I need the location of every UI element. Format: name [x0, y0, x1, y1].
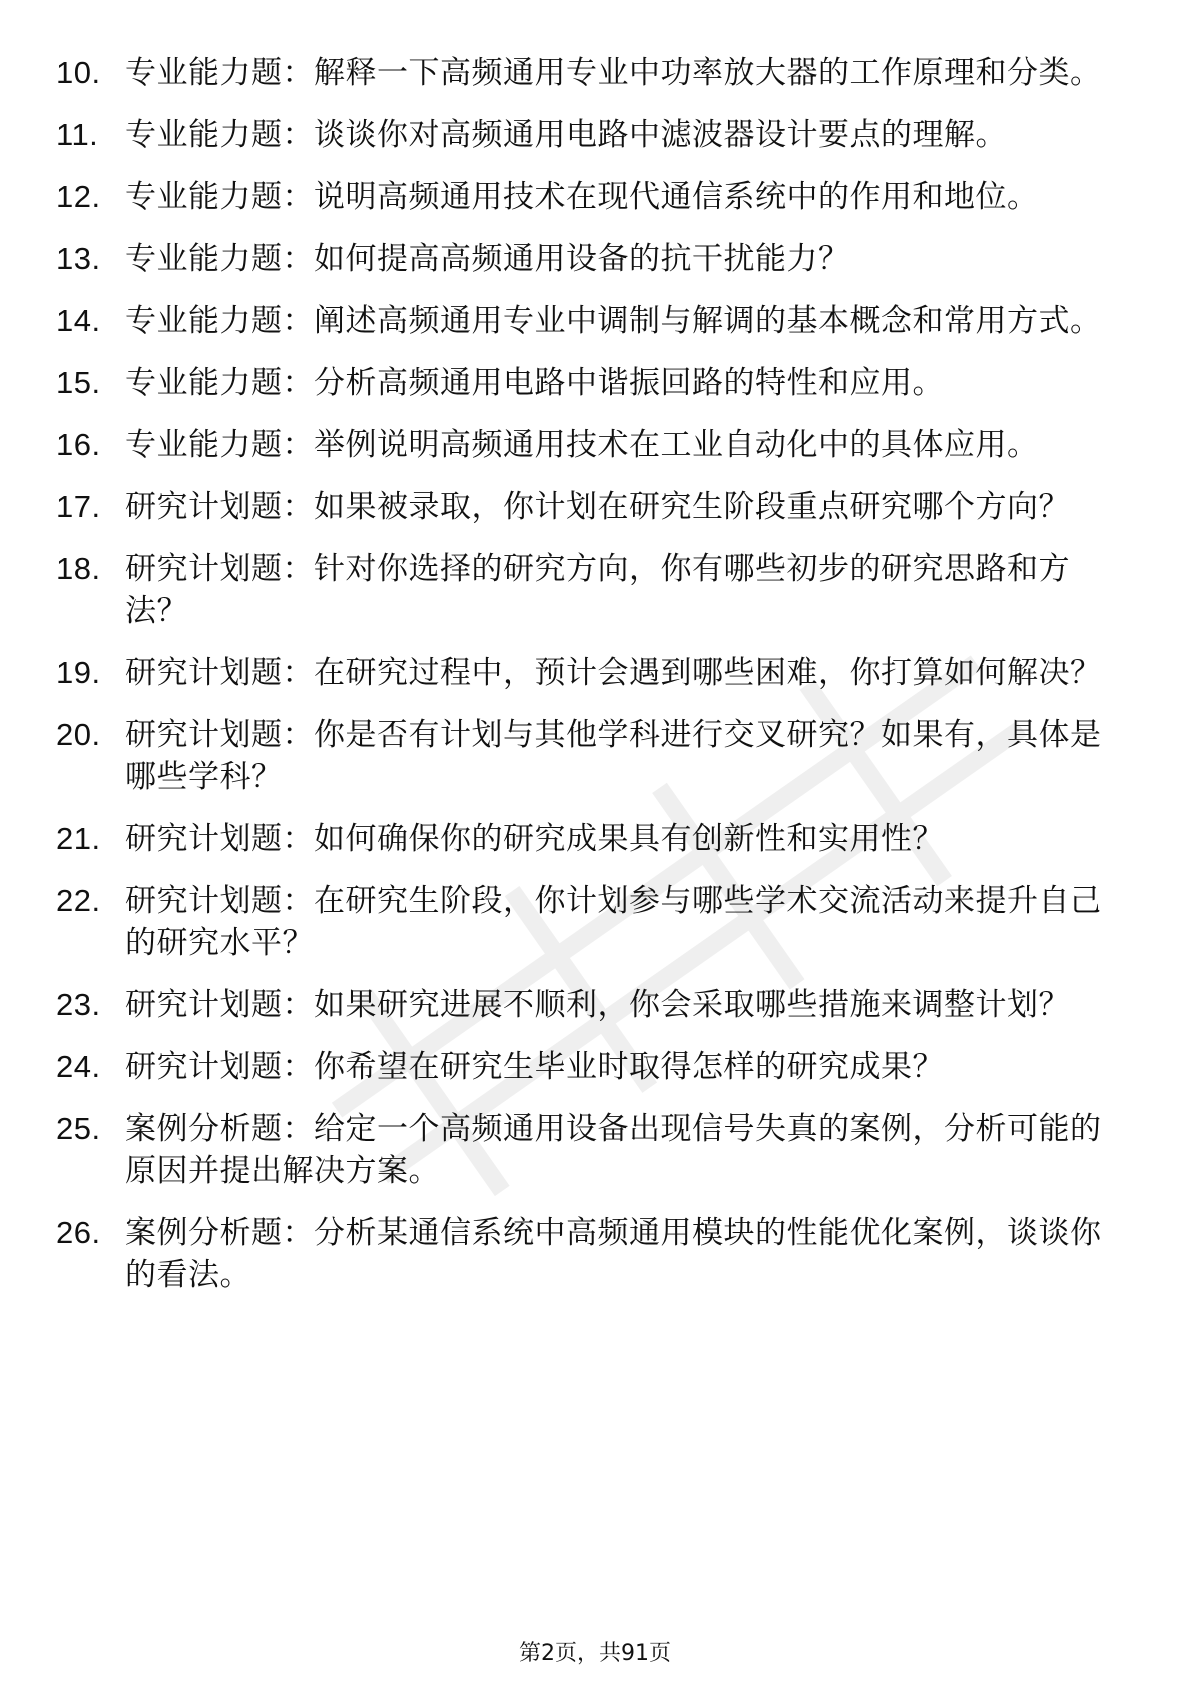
- question-list: [0, 52, 1190, 1316]
- question-number: 20.: [56, 717, 101, 752]
- question-number: 23.: [56, 987, 101, 1022]
- question-number: 16.: [56, 427, 101, 462]
- question-number: 11.: [56, 117, 99, 152]
- question-number: 19.: [56, 655, 101, 690]
- page-footer: [0, 1636, 1190, 1667]
- question-text: 研究计划题：你希望在研究生毕业时取得怎样的研究成果？: [125, 1049, 944, 1085]
- question-number: 14.: [56, 303, 101, 338]
- question-text: 研究计划题：在研究生阶段，你计划参与哪些学术交流活动来提升自己的研究水平？: [125, 883, 1102, 961]
- question-text: 研究计划题：如果研究进展不顺利，你会采取哪些措施来调整计划？: [125, 987, 1070, 1023]
- list-item: [0, 984, 1190, 1026]
- list-item: [0, 548, 1190, 632]
- question-text: 专业能力题：说明高频通用技术在现代通信系统中的作用和地位。: [125, 179, 1039, 215]
- question-text: 案例分析题：分析某通信系统中高频通用模块的性能优化案例，谈谈你的看法。: [125, 1215, 1102, 1293]
- list-item: [0, 880, 1190, 964]
- question-number: 10.: [56, 55, 101, 90]
- question-text: 研究计划题：如何确保你的研究成果具有创新性和实用性？: [125, 821, 944, 857]
- list-item: [0, 362, 1190, 404]
- page-number-label: 第2页，共91页: [519, 1641, 671, 1666]
- question-text: 专业能力题：谈谈你对高频通用电路中滤波器设计要点的理解。: [125, 117, 1007, 153]
- list-item: [0, 114, 1190, 156]
- question-number: 18.: [56, 551, 101, 586]
- list-item: [0, 424, 1190, 466]
- question-number: 21.: [56, 821, 101, 856]
- question-number: 25.: [56, 1111, 101, 1146]
- list-item: [0, 818, 1190, 860]
- question-text: 研究计划题：如果被录取，你计划在研究生阶段重点研究哪个方向？: [125, 489, 1070, 525]
- list-item: [0, 238, 1190, 280]
- question-number: 15.: [56, 365, 101, 400]
- list-item: [0, 714, 1190, 798]
- question-text: 案例分析题：给定一个高频通用设备出现信号失真的案例，分析可能的原因并提出解决方案。: [125, 1111, 1102, 1189]
- question-text: 研究计划题：在研究过程中，预计会遇到哪些困难，你打算如何解决？: [125, 655, 1102, 691]
- question-text: 专业能力题：如何提高高频通用设备的抗干扰能力？: [125, 241, 850, 277]
- question-number: 26.: [56, 1215, 101, 1250]
- question-text: 专业能力题：分析高频通用电路中谐振回路的特性和应用。: [125, 365, 944, 401]
- list-item: [0, 52, 1190, 94]
- list-item: [0, 652, 1190, 694]
- question-number: 12.: [56, 179, 101, 214]
- list-item: [0, 1108, 1190, 1192]
- question-number: 22.: [56, 883, 101, 918]
- question-number: 13.: [56, 241, 101, 276]
- list-item: [0, 1212, 1190, 1296]
- question-text: 专业能力题：解释一下高频通用专业中功率放大器的工作原理和分类。: [125, 55, 1102, 91]
- question-text: 专业能力题：阐述高频通用专业中调制与解调的基本概念和常用方式。: [125, 303, 1102, 339]
- question-text: 研究计划题：你是否有计划与其他学科进行交叉研究？如果有，具体是哪些学科？: [125, 717, 1102, 795]
- question-text: 专业能力题：举例说明高频通用技术在工业自动化中的具体应用。: [125, 427, 1039, 463]
- list-item: [0, 176, 1190, 218]
- question-number: 24.: [56, 1049, 101, 1084]
- list-item: [0, 300, 1190, 342]
- list-item: [0, 486, 1190, 528]
- question-text: 研究计划题：针对你选择的研究方向，你有哪些初步的研究思路和方法？: [125, 551, 1070, 629]
- question-number: 17.: [56, 489, 101, 524]
- list-item: [0, 1046, 1190, 1088]
